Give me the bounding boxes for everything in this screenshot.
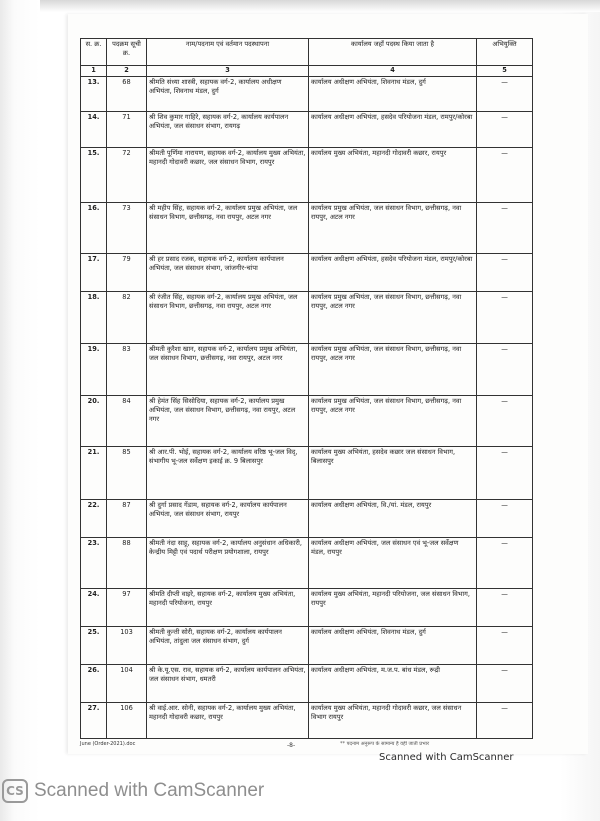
row-office: कार्यालय अधीक्षण अभियंता, शिवनाथ मंडल, दुर्ग	[309, 627, 477, 665]
column-number-row	[81, 66, 533, 77]
row-remark: —	[477, 77, 533, 112]
row-serial: 14.	[81, 112, 107, 148]
column-number: 4	[309, 66, 477, 77]
table-row	[81, 627, 533, 665]
row-serial: 20.	[81, 396, 107, 447]
table-row	[81, 396, 533, 447]
row-list-number: 72	[107, 148, 147, 203]
row-serial: 17.	[81, 254, 107, 292]
row-remark: —	[477, 254, 533, 292]
row-name: श्री महीप सिंह, सहायक वर्ग-2, कार्यालय प्रमुख अभियंता, जल संसाधन विभाग, छत्तीसगढ़, नवा रायपुर, अटल नगर	[147, 203, 309, 254]
row-serial: 22.	[81, 500, 107, 538]
row-remark: —	[477, 447, 533, 500]
row-remark: —	[477, 589, 533, 627]
row-office: कार्यालय प्रमुख अभियंता, जल संसाधन विभाग, छत्तीसगढ़, नवा रायपुर, अटल नगर	[309, 396, 477, 447]
row-name: श्री के.यू.एस. राव, सहायक वर्ग-2, कार्यालय कार्यपालन अभियंता, जल संसाधन संभाग, धमतरी	[147, 665, 309, 703]
row-remark: —	[477, 627, 533, 665]
row-name: श्रीमती कुरैशा खान, सहायक वर्ग-2, कार्यालय प्रमुख अभियंता, जल संसाधन विभाग, छत्तीसगढ़, नवा रायपुर, अटल नगर	[147, 344, 309, 396]
row-list-number: 79	[107, 254, 147, 292]
row-remark: —	[477, 538, 533, 589]
row-remark: —	[477, 344, 533, 396]
row-serial: 21.	[81, 447, 107, 500]
row-serial: 27.	[81, 703, 107, 739]
row-remark: —	[477, 203, 533, 254]
row-serial: 16.	[81, 203, 107, 254]
camscanner-watermark-small: Scanned with CamScanner	[379, 752, 514, 763]
row-remark: —	[477, 292, 533, 344]
row-office: कार्यालय अधीक्षण अभियंता, जल संसाधन एवं भू-जल सर्वेक्षण मंडल, रायपुर	[309, 538, 477, 589]
row-name: श्री हेमंत सिंह सिसोदिया, सहायक वर्ग-2, कार्यालय प्रमुख अभियंता, जल संसाधन विभाग, छत्तीसगढ़, नवा रायपुर, अटल नगर	[147, 396, 309, 447]
row-serial: 25.	[81, 627, 107, 665]
row-name: श्री दुर्गा प्रसाद गेंडाम, सहायक वर्ग-2, कार्यालय कार्यपालन अभियंता, जल संसाधन संभाग, रायपुर	[147, 500, 309, 538]
row-office: कार्यालय अधीक्षण अभियंता, वि./यां. मंडल, रायपुर	[309, 500, 477, 538]
row-list-number: 82	[107, 292, 147, 344]
header-remarks: अभियुक्ति	[477, 39, 533, 66]
row-office: कार्यालय मुख्य अभियंता, महानदी गोदावरी कछार, जल संसाधन विभाग रायपुर	[309, 703, 477, 739]
row-list-number: 68	[107, 77, 147, 112]
row-remark: —	[477, 703, 533, 739]
column-number: 2	[107, 66, 147, 77]
table-header-row	[81, 39, 533, 66]
table-row	[81, 344, 533, 396]
row-name: श्री आर.पी. भोई, सहायक वर्ग-2, कार्यालय वरिष्ठ भू-जल विद्, संभागीय भू-जल सर्वेक्षण इकाई क्र. 9 बिलासपुर	[147, 447, 309, 500]
row-name: श्रीमती कुन्ती सोरी, सहायक वर्ग-2, कार्यालय कार्यपालन अभियंता, तांदुला जल संसाधन संभाग, दुर्ग	[147, 627, 309, 665]
row-office: कार्यालय अधीक्षण अभियंता, म.ज.प. बांध मंडल, रूद्री	[309, 665, 477, 703]
row-serial: 19.	[81, 344, 107, 396]
row-serial: 18.	[81, 292, 107, 344]
table-row	[81, 77, 533, 112]
table-row	[81, 148, 533, 203]
row-list-number: 106	[107, 703, 147, 739]
row-office: कार्यालय मुख्य अभियंता, महानदी परियोजना, जल संसाधन विभाग, रायपुर	[309, 589, 477, 627]
row-list-number: 87	[107, 500, 147, 538]
header-posted-office: कार्यालय जहाँ पदस्थ किया जाता है	[309, 39, 477, 66]
row-list-number: 71	[107, 112, 147, 148]
row-list-number: 103	[107, 627, 147, 665]
row-serial: 26.	[81, 665, 107, 703]
row-list-number: 84	[107, 396, 147, 447]
row-list-number: 104	[107, 665, 147, 703]
row-serial: 23.	[81, 538, 107, 589]
row-serial: 15.	[81, 148, 107, 203]
camscanner-watermark-text: Scanned with CamScanner	[34, 780, 265, 801]
footer-note: ** पदनाम अनुरूप के सामान्य है वही जाती प्रभार	[340, 741, 430, 747]
row-remark: —	[477, 500, 533, 538]
row-serial: 24.	[81, 589, 107, 627]
row-name: श्रीमति दीप्ती वाइरे, सहायक वर्ग-2, कार्यालय मुख्य अभियंता, महानदी परियोजना, रायपुर	[147, 589, 309, 627]
row-name: श्री वाई.आर. सोनी, सहायक वर्ग-2, कार्यालय मुख्य अभियंता, महानदी गोदावरी कछार, रायपुर	[147, 703, 309, 739]
row-name: श्रीमती नंदा साहू, सहायक वर्ग-2, कार्यालय अनुसंधान अधिकारी, केन्द्रीय मिट्टी एवं पदार्थ परीक्षण प्रयोगशाला, रायपुर	[147, 538, 309, 589]
footer-filename: June (Order-2021).doc	[80, 741, 136, 747]
transfer-table	[80, 38, 533, 739]
footer-page-marker: -8-	[287, 742, 296, 749]
header-list-number: पदक्रम सूची क्र.	[107, 39, 147, 66]
row-remark: —	[477, 112, 533, 148]
table-row	[81, 112, 533, 148]
row-office: कार्यालय प्रमुख अभियंता, जल संसाधन विभाग, छत्तीसगढ़, नवा रायपुर, अटल नगर	[309, 203, 477, 254]
header-name-designation: नाम/पदनाम एवं वर्तमान पदस्थापना	[147, 39, 309, 66]
table-row	[81, 665, 533, 703]
row-office: कार्यालय मुख्य अभियंता, महानदी गोदावरी कछार, रायपुर	[309, 148, 477, 203]
table-row	[81, 292, 533, 344]
table-row	[81, 500, 533, 538]
camscanner-watermark	[2, 778, 264, 804]
row-name: श्रीमति संध्या शास्त्री, सहायक वर्ग-2, कार्यालय अधीक्षण अभियंता, शिवनाथ मंडल, दुर्ग	[147, 77, 309, 112]
row-office: कार्यालय अधीक्षण अभियंता, शिवनाथ मंडल, दुर्ग	[309, 77, 477, 112]
row-office: कार्यालय प्रमुख अभियंता, जल संसाधन विभाग, छत्तीसगढ़, नवा रायपुर, अटल नगर	[309, 344, 477, 396]
table-row	[81, 447, 533, 500]
row-serial: 13.	[81, 77, 107, 112]
row-remark: —	[477, 665, 533, 703]
scan-top-shadow	[40, 0, 600, 12]
row-office: कार्यालय अधीक्षण अभियंता, हसदेव परियोजना मंडल, रामपुर/कोरबा	[309, 254, 477, 292]
row-list-number: 85	[107, 447, 147, 500]
row-list-number: 73	[107, 203, 147, 254]
row-list-number: 97	[107, 589, 147, 627]
row-name: श्री रंजीत सिंह, सहायक वर्ग-2, कार्यालय प्रमुख अभियंता, जल संसाधन विभाग, छत्तीसगढ़, नवा रायपुर, अटल नगर	[147, 292, 309, 344]
table-row	[81, 703, 533, 739]
column-number: 5	[477, 66, 533, 77]
row-name: श्रीमती पूर्णिमा नारायण, सहायक वर्ग-2, कार्यालय मुख्य अभियंता, महानदी गोदावरी कछार, जल संसाधन विभाग, रायपुर	[147, 148, 309, 203]
column-number: 1	[81, 66, 107, 77]
table-row	[81, 254, 533, 292]
row-office: कार्यालय प्रमुख अभियंता, जल संसाधन विभाग, छत्तीसगढ़, नवा रायपुर, अटल नगर	[309, 292, 477, 344]
header-serial: स. क्र.	[81, 39, 107, 66]
table-row	[81, 538, 533, 589]
row-list-number: 88	[107, 538, 147, 589]
row-office: कार्यालय मुख्य अभियंता, हसदेव कछार जल संसाधन विभाग, बिलासपुर	[309, 447, 477, 500]
table-row	[81, 203, 533, 254]
row-office: कार्यालय अधीक्षण अभियंता, हसदेव परियोजना मंडल, रामपुर/कोरबा	[309, 112, 477, 148]
row-list-number: 83	[107, 344, 147, 396]
table-row	[81, 589, 533, 627]
column-number: 3	[147, 66, 309, 77]
camscanner-logo-icon: CS	[2, 779, 28, 803]
row-remark: —	[477, 148, 533, 203]
row-remark: —	[477, 396, 533, 447]
row-name: श्री शिव कुमार गाहिरे, सहायक वर्ग-2, कार्यालय कार्यपालन अभियंता, जल संसाधन संभाग, रायगढ़	[147, 112, 309, 148]
row-name: श्री हर प्रसाद रजक, सहायक वर्ग-2, कार्यालय कार्यपालन अभियंता, जल संसाधन संभाग, जांजगीर-चांपा	[147, 254, 309, 292]
